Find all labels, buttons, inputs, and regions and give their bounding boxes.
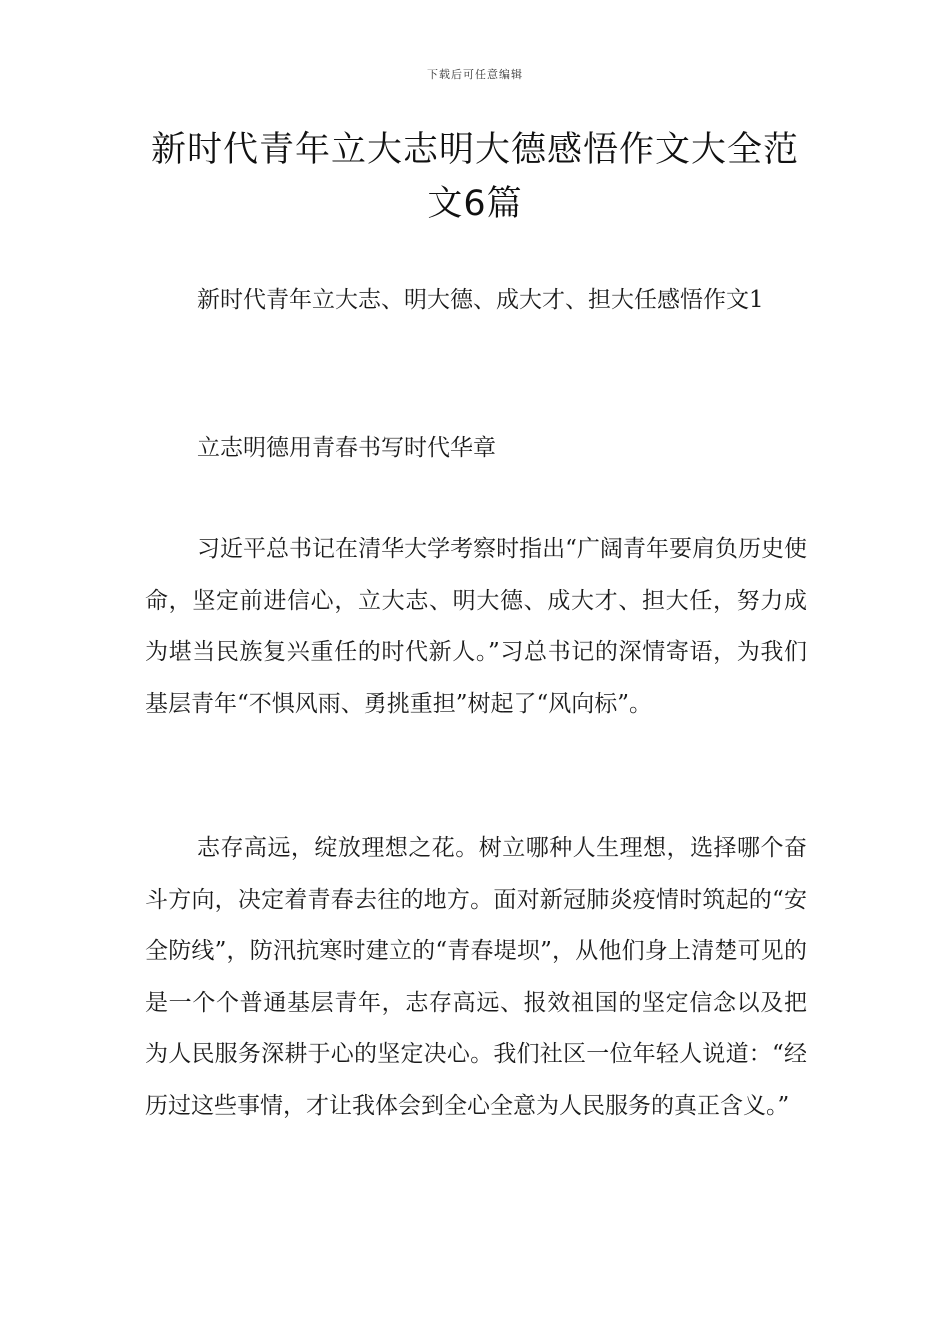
paragraph-section-heading: 立志明德用青春书写时代华章 bbox=[197, 435, 496, 461]
paragraph-body: 志存高远，绽放理想之花。树立哪种人生理想，选择哪个奋斗方向，决定着青春去往的地方。面对新冠肺炎疫情时筑起的“安全防线”，防汛抗寒时建立的“青春堤坝”，从他们身上清楚可见的是一个个普通基层青年，志存高远、报效祖国的坚定信念以及把为人民服务深耕于心的坚定决心。我们社区一位年轻人说道：“经历过这些事情，才让我体会到全心全意为人民服务的真正含义。” bbox=[145, 835, 807, 1119]
header-note: 下载后可任意编辑 bbox=[427, 68, 523, 81]
paragraph-body: 习近平总书记在清华大学考察时指出“广阔青年要肩负历史使命，坚定前进信心，立大志、明大德、成大才、担大任，努力成为堪当民族复兴重任的时代新人。”习总书记的深情寄语，为我们基层青年“不惧风雨、勇挑重担”树起了“风向标”。 bbox=[145, 536, 807, 717]
document-title: 新时代青年立大志明大德感悟作文大全范文6篇 bbox=[150, 130, 799, 224]
paragraph-subtitle: 新时代青年立大志、明大德、成大才、担大任感悟作文1 bbox=[197, 287, 764, 313]
